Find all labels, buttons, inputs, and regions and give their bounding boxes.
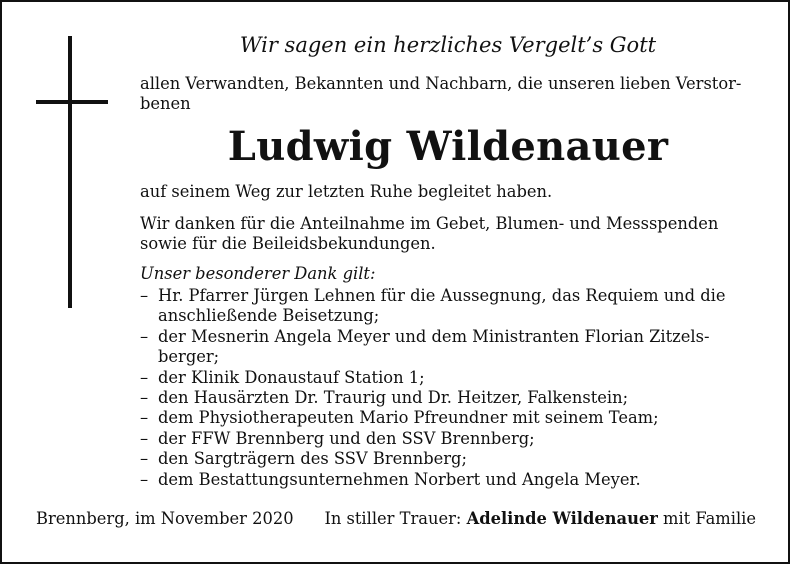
list-item (140, 388, 756, 408)
deceased-name: Ludwig Wildenauer (227, 123, 669, 170)
list-item-text: der FFW Brennberg und den SSV Brennberg; (158, 428, 535, 448)
list-item (140, 286, 756, 327)
list-item-text: den Hausärzten Dr. Traurig und Dr. Heitzer, Falkenstein; (158, 388, 629, 408)
thanks-heading: Unser besonderer Dank gilt: (140, 264, 376, 283)
dash: – (140, 367, 149, 387)
place-date: Brennberg, im November 2020 (36, 509, 294, 528)
dash: – (140, 449, 149, 469)
list-item-text: Hr. Pfarrer Jürgen Lehnen für die Aussegnung, das Requiem und die anschließende Beisetzung; (158, 286, 726, 326)
list-item (140, 408, 756, 428)
mourner-name: Adelinde Wildenauer (466, 509, 658, 528)
dash: – (140, 388, 149, 408)
list-item-text: der Klinik Donaustauf Station 1; (158, 367, 425, 387)
signature (324, 508, 756, 530)
list-item (140, 449, 756, 469)
thanks-list (140, 286, 756, 490)
dash: – (140, 428, 149, 448)
dash: – (140, 469, 149, 489)
intro-line-1: allen Verwandten, Bekannten und Nachbarn, die unseren lieben Verstor- (140, 74, 742, 93)
dash: – (140, 408, 149, 428)
mourning-prefix: In stiller Trauer: (324, 509, 462, 528)
paragraph-2: Wir danken für die Anteilnahme im Gebet, Blumen- und Messspenden sowie für die Beileidsbekundungen. (140, 214, 719, 253)
dash: – (140, 326, 149, 346)
heading: Wir sagen ein herzliches Vergelt’s Gott (239, 33, 657, 57)
list-item-text: den Sargträgern des SSV Brennberg; (158, 449, 467, 469)
list-item-text-line-1: der Mesnerin Angela Meyer und dem Ministranten Florian Zitzels- (158, 326, 710, 346)
list-item (140, 368, 756, 388)
list-item (140, 327, 756, 368)
list-item (140, 429, 756, 449)
intro-text (140, 74, 756, 114)
list-item-text: dem Physiotherapeuten Mario Pfreundner mit seinem Team; (158, 408, 659, 428)
list-item-text: dem Bestattungsunternehmen Norbert und Angela Meyer. (158, 469, 641, 489)
list-item (140, 470, 756, 490)
dash: – (140, 286, 149, 305)
mourning-suffix: mit Familie (663, 509, 756, 528)
intro-line-2: benen (140, 94, 191, 113)
cross-icon-horizontal (36, 100, 108, 104)
cross-icon-vertical (68, 36, 72, 308)
paragraph-1: auf seinem Weg zur letzten Ruhe begleitet haben. (140, 182, 553, 201)
list-item-text-line-2: berger; (158, 347, 220, 367)
